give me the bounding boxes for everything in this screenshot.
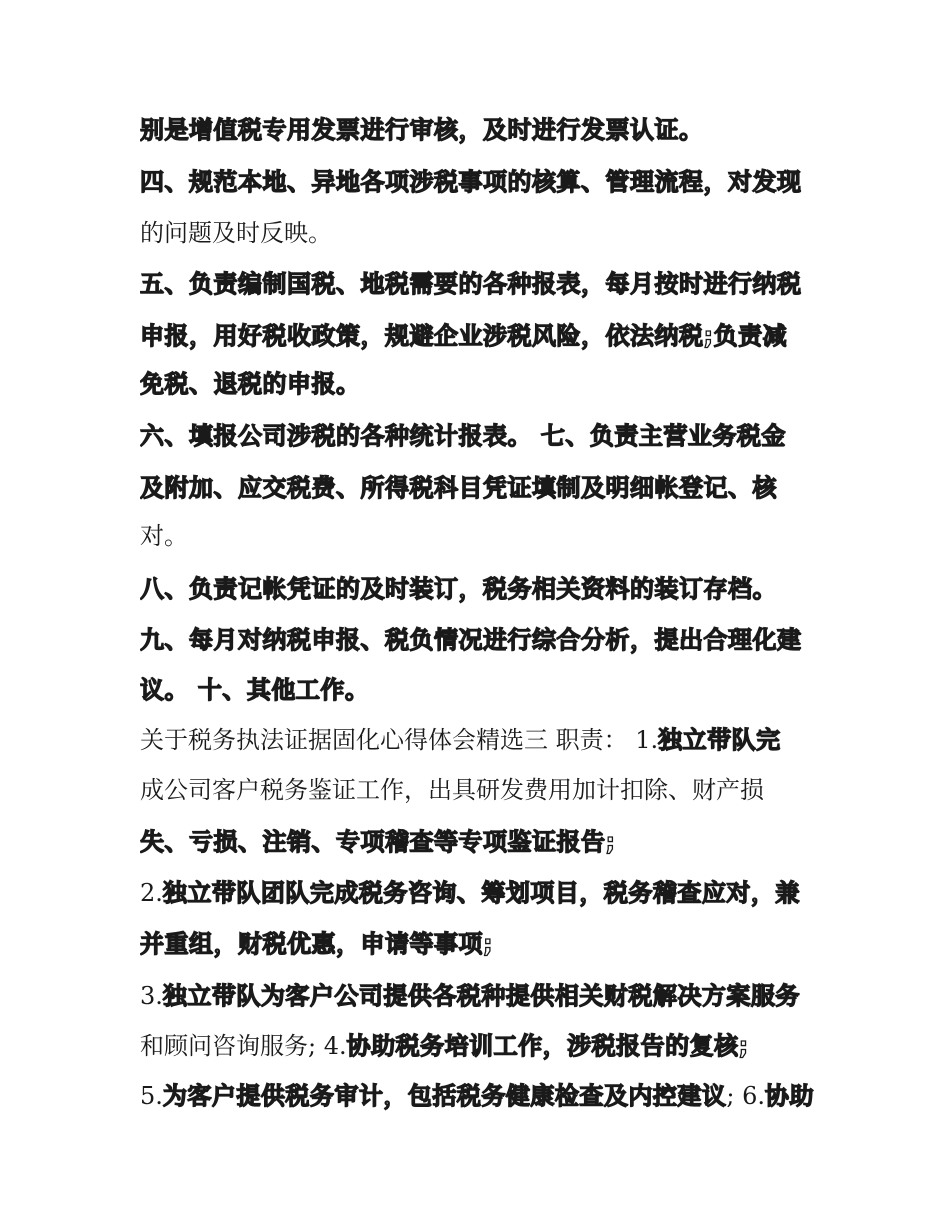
text-segment: 独立带队团队完成税务咨询、筹划项目，税务稽查应对，兼 (162, 879, 800, 907)
text-line (140, 569, 820, 609)
text-line (140, 720, 820, 760)
text-segment: 和顾问咨询服务; 4. (140, 1032, 347, 1060)
text-segment: 5. (140, 1082, 163, 1110)
text-segment: 免税、退税的申报。 (140, 370, 361, 398)
text-line (140, 620, 820, 660)
text-line (140, 670, 820, 710)
text-line (140, 976, 820, 1016)
text-segment: 六、填报公司涉税的各种统计报表。 七、负责主营业务税金 (140, 422, 786, 450)
text-segment: 对。 (140, 522, 188, 550)
text-segment: 协助 (765, 1082, 815, 1110)
text-segment: 别是增值税专用发票进行审核，及时进行发票认证。 (140, 116, 704, 144)
text-segment: 关于税务执法证据固化心得体会精选三 职责： 1. (140, 726, 659, 754)
text-segment: 3. (140, 982, 163, 1010)
text-line (140, 416, 820, 456)
text-segment: 并重组，财税优惠，申请等事项; (140, 930, 494, 958)
text-line (140, 822, 820, 862)
text-line (140, 770, 820, 810)
text-line (140, 468, 820, 508)
text-line (140, 516, 820, 556)
text-segment: 独立带队为客户公司提供各税种提供相关财税解决方案服务 (162, 982, 800, 1010)
text-segment: 独立带队完 (658, 726, 781, 754)
text-line (140, 873, 820, 913)
text-segment: 失、亏损、注销、专项稽查等专项鉴证报告; (140, 828, 616, 856)
text-segment: 申报，用好税收政策，规避企业涉税风险，依法纳税;负责减 (140, 322, 788, 350)
text-line (140, 110, 820, 150)
text-segment: 八、负责记帐凭证的及时装订，税务相关资料的装订存档。 (140, 575, 777, 603)
text-segment: 九、每月对纳税申报、税负情况进行综合分析，提出合理化建 (140, 626, 802, 654)
text-segment: 四、规范本地、异地各项涉税事项的核算、管理流程，对发现 (140, 168, 802, 196)
text-line (140, 264, 820, 304)
text-segment: 议。 十、其他工作。 (140, 676, 370, 704)
text-segment: 五、负责编制国税、地税需要的各种报表，每月按时进行纳税 (140, 270, 802, 298)
text-line (140, 213, 820, 253)
text-segment: ; 6. (726, 1082, 766, 1110)
text-line (140, 316, 820, 356)
text-line (140, 1076, 820, 1116)
text-line (140, 162, 820, 202)
text-line (140, 364, 820, 404)
text-line (140, 1026, 820, 1066)
text-segment: 成公司客户税务鉴证工作，出具研发费用加计扣除、财产损 (140, 776, 764, 804)
text-line (140, 924, 820, 964)
text-segment: 协助税务培训工作，涉税报告的复核; (346, 1032, 749, 1060)
text-segment: 及附加、应交税费、所得税科目凭证填制及明细帐登记、核 (140, 474, 777, 502)
text-segment: 的问题及时反映。 (140, 219, 332, 247)
text-segment: 为客户提供税务审计，包括税务健康检查及内控建议 (162, 1082, 727, 1110)
text-segment: 2. (140, 879, 163, 907)
